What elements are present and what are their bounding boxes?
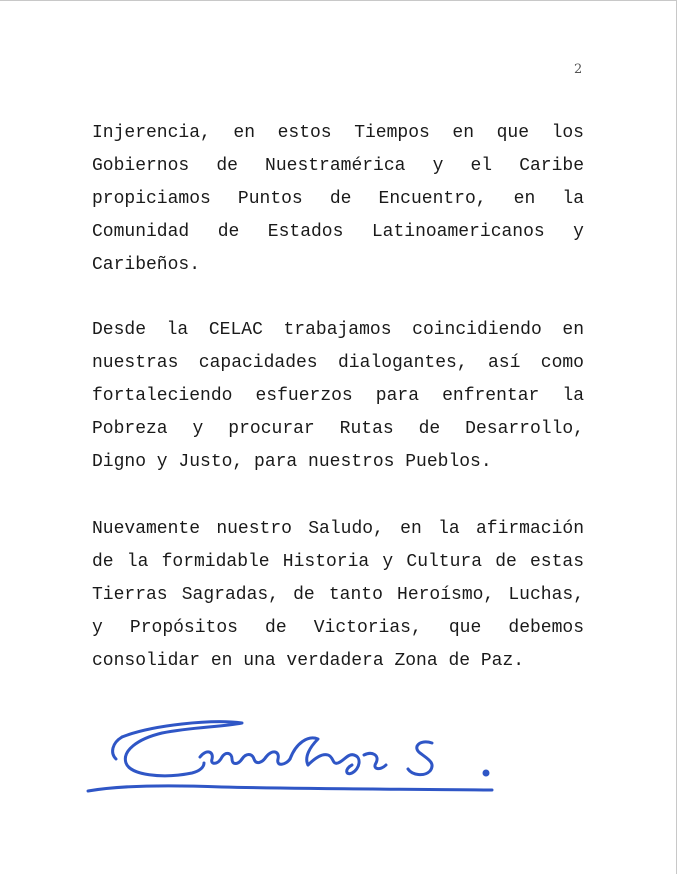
- text-line: propiciamos Puntos de Encuentro, en la: [92, 189, 584, 209]
- text-line: Pobreza y procurar Rutas de Desarrollo,: [92, 419, 584, 439]
- text-line: Gobiernos de Nuestramérica y el Caribe: [92, 156, 584, 176]
- text-line: Injerencia, en estos Tiempos en que los: [92, 123, 584, 143]
- text-line: y Propósitos de Victorias, que debemos: [92, 618, 584, 638]
- handwritten-signature: [82, 713, 502, 805]
- text-line: Desde la CELAC trabajamos coincidiendo en: [92, 320, 584, 340]
- text-line: Nuevamente nuestro Saludo, en la afirmación: [92, 519, 584, 539]
- text-line: de la formidable Historia y Cultura de estas: [92, 552, 584, 572]
- paragraph-3: [92, 513, 584, 678]
- text-line: nuestras capacidades dialogantes, así como: [92, 353, 584, 373]
- text-line: fortaleciendo esfuerzos para enfrentar la: [92, 386, 584, 406]
- paragraph-1: [92, 117, 584, 282]
- paragraph-2: [92, 314, 584, 479]
- text-line: consolidar en una verdadera Zona de Paz.: [92, 651, 525, 671]
- text-line: Caribeños.: [92, 255, 201, 275]
- text-line: Tierras Sagradas, de tanto Heroísmo, Luchas,: [92, 585, 584, 605]
- page-number: 2: [574, 62, 583, 77]
- text-line: Digno y Justo, para nuestros Pueblos.: [92, 452, 492, 472]
- text-line: Comunidad de Estados Latinoamericanos y: [92, 222, 584, 242]
